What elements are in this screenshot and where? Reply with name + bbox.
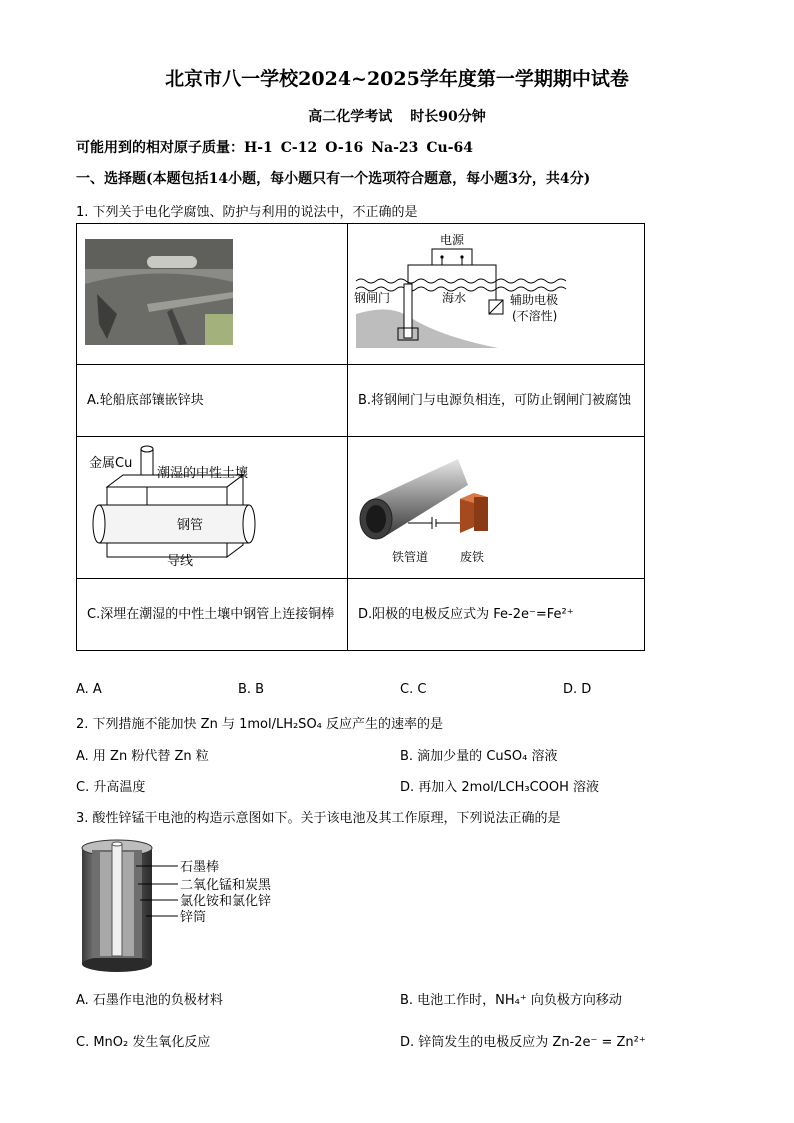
dry-cell-diagram — [76, 834, 306, 976]
cell-image-c — [77, 437, 348, 579]
cell-image-a — [77, 224, 348, 365]
atomic-mass-item: Cu-64 — [426, 140, 474, 156]
label-steel-pipe: 钢管 — [177, 518, 204, 533]
label-wet-soil: 潮湿的中性土壤 — [157, 466, 249, 481]
label-graphite-rod: 石墨棒 — [180, 860, 220, 875]
q3-option-c: C. MnO₂ 发生氧化反应 — [76, 1035, 211, 1050]
question-2-stem: 2. 下列措施不能加快 Zn 与 1mol/LH₂SO₄ 反应产生的速率的是 — [76, 717, 444, 732]
label-power: 电源 — [440, 233, 465, 247]
cell-image-d — [348, 437, 645, 579]
copper-rod-steel-pipe-diagram — [77, 437, 347, 574]
cell-option-d — [348, 579, 645, 651]
label-scrap-iron: 废铁 — [460, 550, 485, 564]
label-wire: 导线 — [167, 554, 194, 569]
label-aux-electrode: 辅助电极 — [510, 293, 559, 307]
cell-a-text: A.轮船底部镶嵌锌块 — [87, 392, 204, 408]
cell-option-b — [348, 365, 645, 437]
exam-subject: 高二化学考试 — [308, 109, 393, 125]
q2-option-c: C. 升高温度 — [76, 780, 146, 795]
question-1-table — [76, 223, 645, 651]
question-3-stem: 3. 酸性锌锰干电池的构造示意图如下。关于该电池及其工作原理，下列说法正确的是 — [76, 811, 561, 826]
label-seawater: 海水 — [442, 291, 467, 305]
steel-gate-power-diagram — [348, 224, 644, 360]
atomic-masses — [76, 137, 473, 157]
label-insoluble: (不溶性) — [512, 309, 558, 323]
atomic-mass-item: H-1 — [244, 140, 273, 156]
q3-option-d: D. 锌筒发生的电极反应为 Zn-2e⁻ = Zn²⁺ — [400, 1035, 646, 1050]
label-nh4cl-zncl2: 氯化铵和氯化锌 — [180, 894, 272, 909]
q2-option-d: D. 再加入 2mol/LCH₃COOH 溶液 — [400, 780, 600, 795]
label-steel-gate: 钢闸门 — [354, 291, 391, 305]
atomic-masses-label: 可能用到的相对原子质量： — [76, 140, 244, 156]
cell-b-text: B.将钢闸门与电源负相连，可防止钢闸门被腐蚀 — [358, 392, 632, 408]
label-iron-pipe: 铁管道 — [392, 550, 429, 564]
label-mno2-carbon: 二氧化锰和炭黑 — [180, 878, 272, 893]
q2-option-b: B. 滴加少量的 CuSO₄ 溶液 — [400, 749, 558, 764]
atomic-mass-item: O-16 — [325, 140, 364, 156]
cell-option-c — [77, 579, 348, 651]
q2-option-a: A. 用 Zn 粉代替 Zn 粒 — [76, 749, 209, 764]
question-1-stem: 1. 下列关于电化学腐蚀、防护与利用的说法中，不正确的是 — [76, 205, 418, 220]
cell-c-text: C.深埋在潮湿的中性土壤中钢管上连接铜棒 — [87, 606, 335, 622]
q3-option-a: A. 石墨作电池的负极材料 — [76, 993, 223, 1008]
iron-pipe-scrap-diagram — [348, 437, 644, 574]
q1-option-d: D. D — [563, 682, 592, 697]
q3-option-b: B. 电池工作时，NH₄⁺ 向负极方向移动 — [400, 993, 622, 1008]
cell-option-a — [77, 365, 348, 437]
label-zinc-can: 锌筒 — [180, 910, 207, 925]
exam-duration: 时长90分钟 — [410, 109, 486, 125]
cell-d-text: D.阳极的电极反应式为 Fe-2e⁻=Fe²⁺ — [358, 606, 574, 622]
exam-title: 北京市八一学校2024~2025学年度第一学期期中试卷 — [165, 68, 629, 90]
section-heading: 一、选择题(本题包括14小题，每小题只有一个选项符合题意，每小题3分，共4分) — [76, 171, 591, 187]
ship-hull-zinc-photo — [77, 224, 347, 360]
q1-option-a: A. A — [76, 682, 102, 697]
label-metal-cu: 金属Cu — [89, 456, 133, 471]
q1-option-b: B. B — [238, 682, 265, 697]
atomic-mass-item: Na-23 — [371, 140, 419, 156]
atomic-mass-item: C-12 — [280, 140, 318, 156]
cell-image-b — [348, 224, 645, 365]
exam-subtitle — [0, 106, 794, 126]
q1-option-c: C. C — [400, 682, 427, 697]
